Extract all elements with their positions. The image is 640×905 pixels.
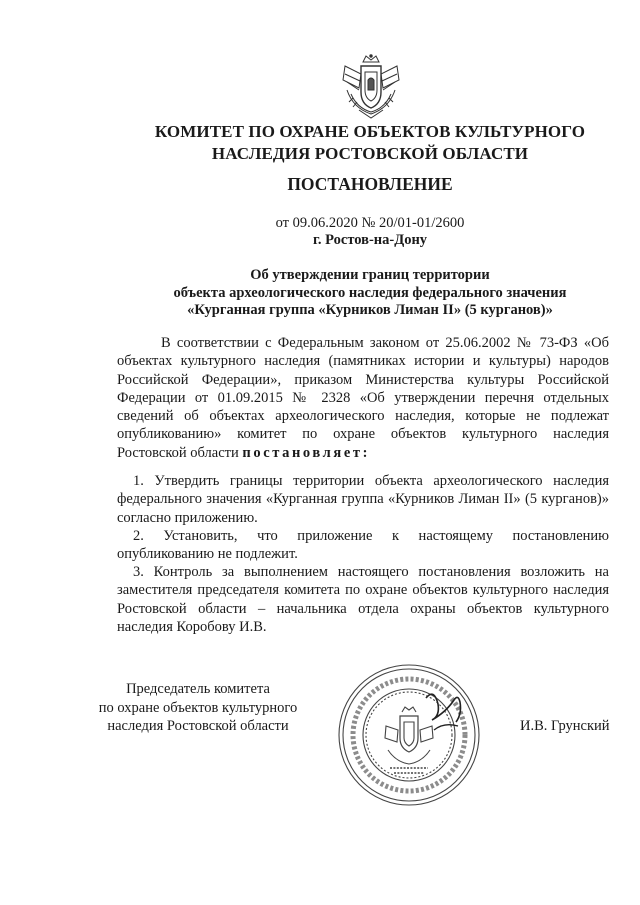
resolves-word: постановляет: bbox=[242, 444, 371, 461]
item-2: 2. Установить, что приложение к настоящему постановлению опубликованию не подлежит. bbox=[117, 528, 609, 563]
signer-name: И.В. Грунский bbox=[520, 718, 610, 734]
subject-line-1: Об утверждении границ территории bbox=[250, 267, 490, 283]
organization-name bbox=[100, 121, 640, 165]
preamble-paragraph bbox=[117, 334, 609, 462]
org-line-2: НАСЛЕДИЯ РОСТОВСКОЙ ОБЛАСТИ bbox=[211, 144, 529, 163]
org-line-1: КОМИТЕТ ПО ОХРАНЕ ОБЪЕКТОВ КУЛЬТУРНОГО bbox=[154, 122, 586, 141]
signer-title-line-3: наследия Ростовской области bbox=[107, 718, 289, 734]
item-3: 3. Контроль за выполнением настоящего постановления возложить на заместителя председателя комитета по охране объектов культурного наследия Ростовской области – начальника отдела охраны объектов культурного наследия Коробову И.В. bbox=[117, 564, 609, 635]
date-number: от 09.06.2020 № 20/01-01/2600 bbox=[275, 215, 465, 231]
document-type: ПОСТАНОВЛЕНИЕ bbox=[287, 174, 453, 194]
item-1: 1. Утвердить границы территории объекта археологического наследия федерального значения «Курганная группа «Курников Лиман II» (5 курганов)» согласно приложению. bbox=[117, 473, 609, 526]
city: г. Ростов-на-Дону bbox=[312, 232, 428, 248]
document-subject bbox=[100, 267, 640, 320]
coat-of-arms-icon bbox=[339, 54, 403, 120]
subject-line-3: «Курганная группа «Курников Лиман II» (5 курганов)» bbox=[187, 302, 553, 318]
signer-title-line-1: Председатель комитета bbox=[126, 681, 270, 697]
preamble-text: В соответствии с Федеральным законом от 25.06.2002 № 73-ФЗ «Об объектах культурного наследия (памятниках истории и культуры) народов Российской Федерации», приказом Министерства культуры Российской Федерации от 01.09.2015 № 2328 «Об утверждении перечня отдельных сведений об объектах археологического наследия, которые не подлежат опубликованию» комитет по охране объектов культурного наследия Ростовской области bbox=[117, 335, 609, 461]
subject-line-2: объекта археологического наследия федерального значения bbox=[173, 284, 567, 301]
official-seal-icon bbox=[334, 660, 484, 810]
signer-title-line-2: по охране объектов культурного bbox=[98, 699, 298, 716]
signer-title bbox=[86, 680, 310, 736]
